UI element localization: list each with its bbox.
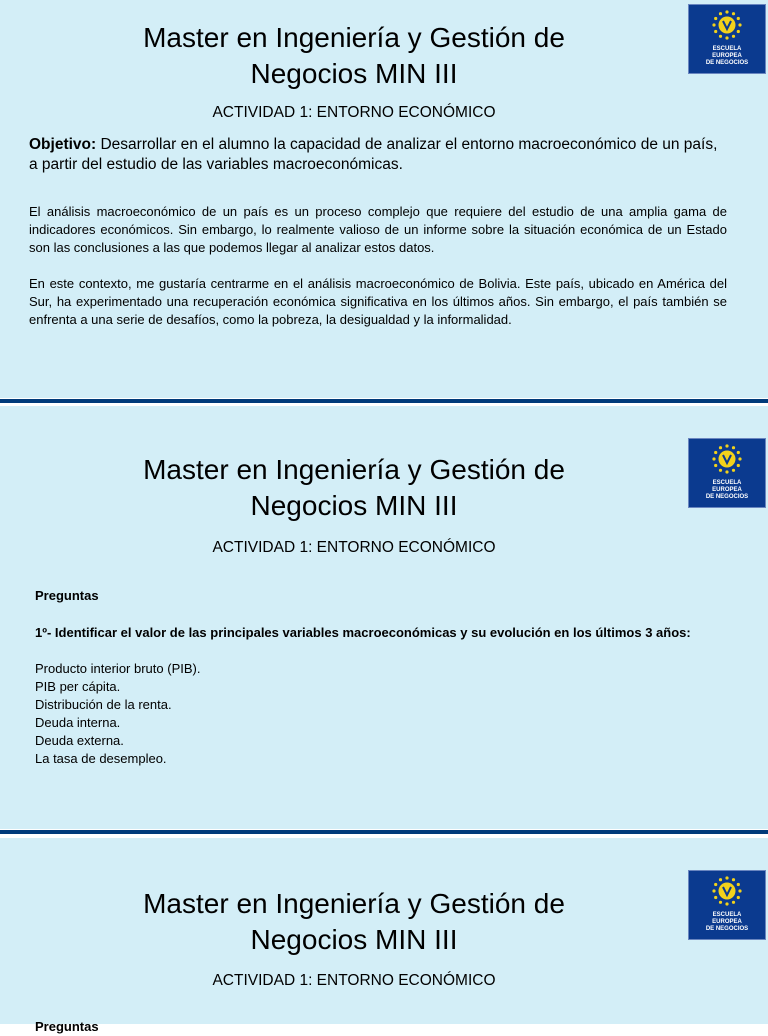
slide-subtitle: ACTIVIDAD 1: ENTORNO ECONÓMICO bbox=[212, 539, 496, 556]
variables-list bbox=[35, 660, 735, 768]
questions-heading: Preguntas bbox=[35, 588, 99, 603]
objective-text bbox=[29, 135, 729, 175]
logo-emblem-icon bbox=[689, 439, 765, 507]
questions-block bbox=[35, 587, 735, 768]
slide-3 bbox=[0, 838, 768, 1034]
svg-text:DE NEGOCIOS: DE NEGOCIOS bbox=[705, 926, 749, 932]
svg-text:EUROPEA: EUROPEA bbox=[712, 487, 742, 493]
school-logo bbox=[688, 870, 766, 940]
list-item: PIB per cápita. bbox=[35, 679, 121, 694]
paragraph-2: En este contexto, me gustaría centrarme en el análisis macroeconómico de Bolivia. Este país, ubicado en América del Sur, ha experimentado una recuperación económica significativa en los últimos años. Sin embargo, el país también se enfrenta a una serie de desafíos, como la pobreza, la desigualdad y la informalidad. bbox=[29, 276, 727, 327]
slide-subtitle: ACTIVIDAD 1: ENTORNO ECONÓMICO bbox=[212, 972, 496, 989]
slide-divider bbox=[0, 399, 768, 403]
svg-text:ESCUELA: ESCUELA bbox=[712, 480, 742, 486]
slide-2 bbox=[0, 406, 768, 829]
logo-emblem-icon bbox=[689, 871, 765, 939]
list-item: Distribución de la renta. bbox=[35, 697, 172, 712]
list-item: Deuda interna. bbox=[35, 715, 121, 730]
svg-text:DE NEGOCIOS: DE NEGOCIOS bbox=[705, 60, 749, 66]
svg-text:ESCUELA: ESCUELA bbox=[712, 46, 742, 52]
list-item: La tasa de desempleo. bbox=[35, 751, 167, 766]
list-item: Deuda externa. bbox=[35, 733, 124, 748]
questions-heading: Preguntas bbox=[35, 1019, 99, 1034]
slide-title: Master en Ingeniería y Gestión de Negocios MIN III bbox=[143, 454, 565, 521]
slide-subtitle: ACTIVIDAD 1: ENTORNO ECONÓMICO bbox=[212, 104, 496, 121]
svg-text:EUROPEA: EUROPEA bbox=[712, 53, 742, 59]
slide-1 bbox=[0, 0, 768, 398]
svg-text:EUROPEA: EUROPEA bbox=[712, 919, 742, 925]
slide-divider bbox=[0, 830, 768, 834]
slide-title: Master en Ingeniería y Gestión de Negocios MIN III bbox=[143, 22, 565, 89]
paragraph-1: El análisis macroeconómico de un país es un proceso complejo que requiere del estudio de una amplia gama de indicadores económicos. Sin embargo, lo realmente valioso de un informe sobre la situación económica de un Estado son las conclusiones a las que podemos llegar al analizar estos datos. bbox=[29, 204, 727, 255]
school-logo bbox=[688, 438, 766, 508]
svg-text:DE NEGOCIOS: DE NEGOCIOS bbox=[705, 494, 749, 500]
school-logo bbox=[688, 4, 766, 74]
objective-body: Desarrollar en el alumno la capacidad de analizar el entorno macroeconómico de un país, a partir del estudio de las variables macroeconómicas. bbox=[29, 136, 718, 173]
slide-title: Master en Ingeniería y Gestión de Negocios MIN III bbox=[143, 888, 565, 955]
list-item: Producto interior bruto (PIB). bbox=[35, 661, 201, 676]
logo-emblem-icon bbox=[689, 5, 765, 73]
svg-text:ESCUELA: ESCUELA bbox=[712, 912, 742, 918]
question-1: 1º- Identificar el valor de las principales variables macroeconómicas y su evolución en los últimos 3 años: bbox=[35, 625, 691, 640]
objective-label: Objetivo: bbox=[29, 136, 97, 153]
